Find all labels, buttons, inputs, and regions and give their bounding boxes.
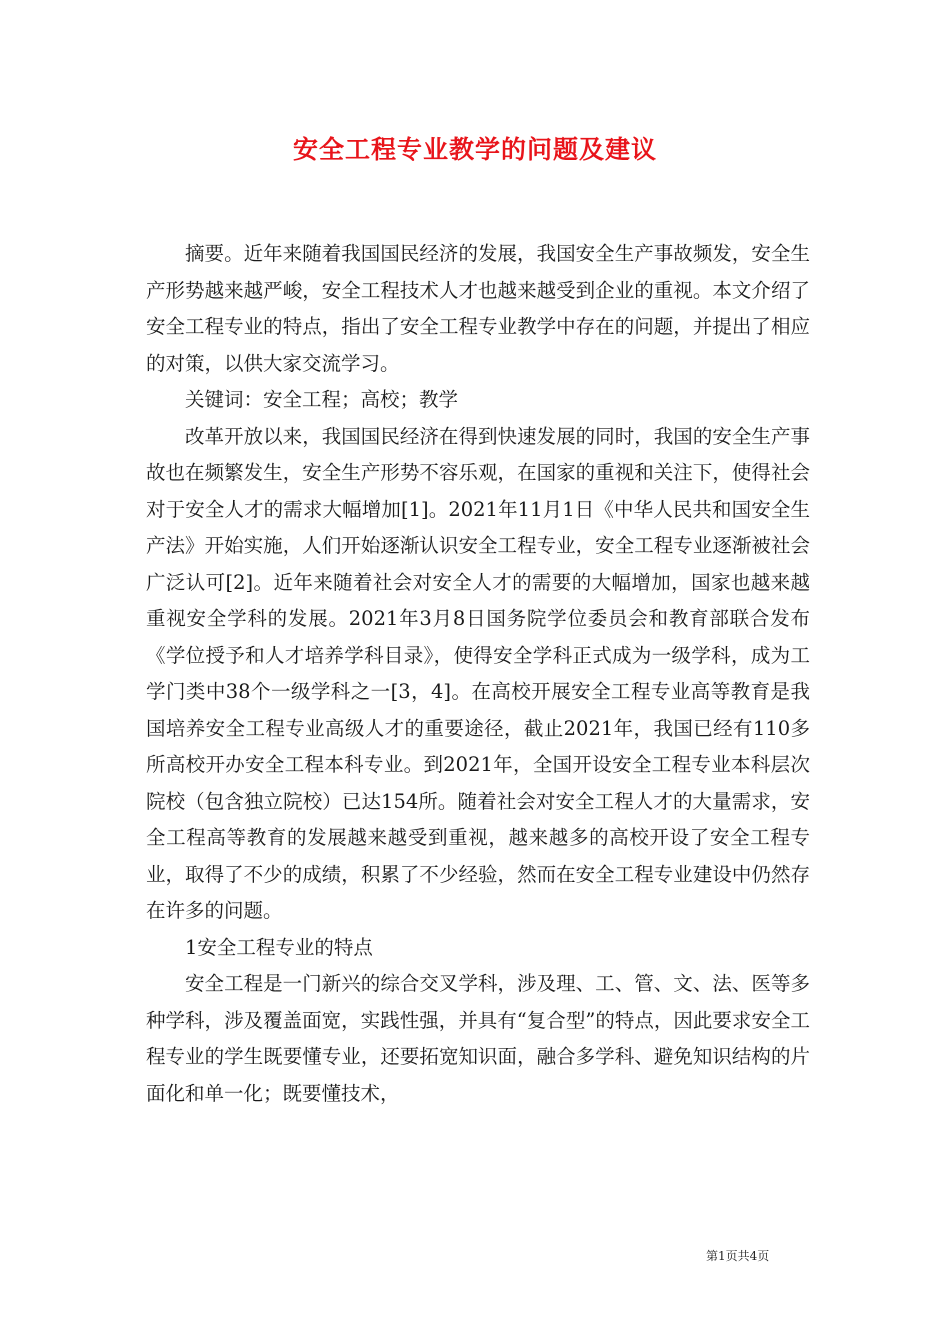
keywords-paragraph: 关键词：安全工程；高校；教学 [185,388,459,411]
section-heading: 1安全工程专业的特点 [185,935,373,959]
body-paragraph: 改革开放以来，我国国民经济在得到快速发展的同时，我国的安全生产事故也在频繁发生，安全生产形势不容乐观，在国家的重视和关注下，使得社会对于安全人才的需求大幅增加[1]。2021年11月1日《中华人民共和国安全生产法》开始实施，人们开始逐渐认识安全工程专业，安全工程专业逐渐被社会广泛认可[2]。近年来随着社会对安全人才的需要的大幅增加，国家也越来越重视安全学科的发展。2021年3月8日国务院学位委员会和教育部联合发布《学位授予和人才培养学科目录》，使得安全学科正式成为一级学科，成为工学门类中38个一级学科之一[3，4]。在高校开展安全工程专业高等教育是我国培养安全工程专业高级人才的重要途径，截止2021年，我国已经有110多所高校开办安全工程本科专业。到2021年，全国开设安全工程专业本科层次院校（包含独立院校）已达154所。随着社会对安全工程人才的大量需求，安全工程高等教育的发展越来越受到重视，越来越多的高校开设了安全工程专业，取得了不少的成绩，积累了不少经验，然而在安全工程专业建设中仍然存在许多的问题。 [146,424,810,922]
body-paragraph: 安全工程是一门新兴的综合交叉学科，涉及理、工、管、文、法、医等多种学科，涉及覆盖面宽，实践性强，并具有“复合型”的特点，因此要求安全工程专业的学生既要懂专业，还要拓宽知识面，融合多学科、避免知识结构的片面化和单一化；既要懂技术， [146,972,810,1105]
document-title: 安全工程专业教学的问题及建议 [292,135,657,164]
page-number: 第1页共4页 [706,1249,770,1263]
abstract-paragraph: 摘要。近年来随着我国国民经济的发展，我国安全生产事故频发，安全生产形势越来越严峻，安全工程技术人才也越来越受到企业的重视。本文介绍了安全工程专业的特点，指出了安全工程专业教学中存在的问题，并提出了相应的对策，以供大家交流学习。 [146,242,810,375]
document-body [146,236,810,1112]
